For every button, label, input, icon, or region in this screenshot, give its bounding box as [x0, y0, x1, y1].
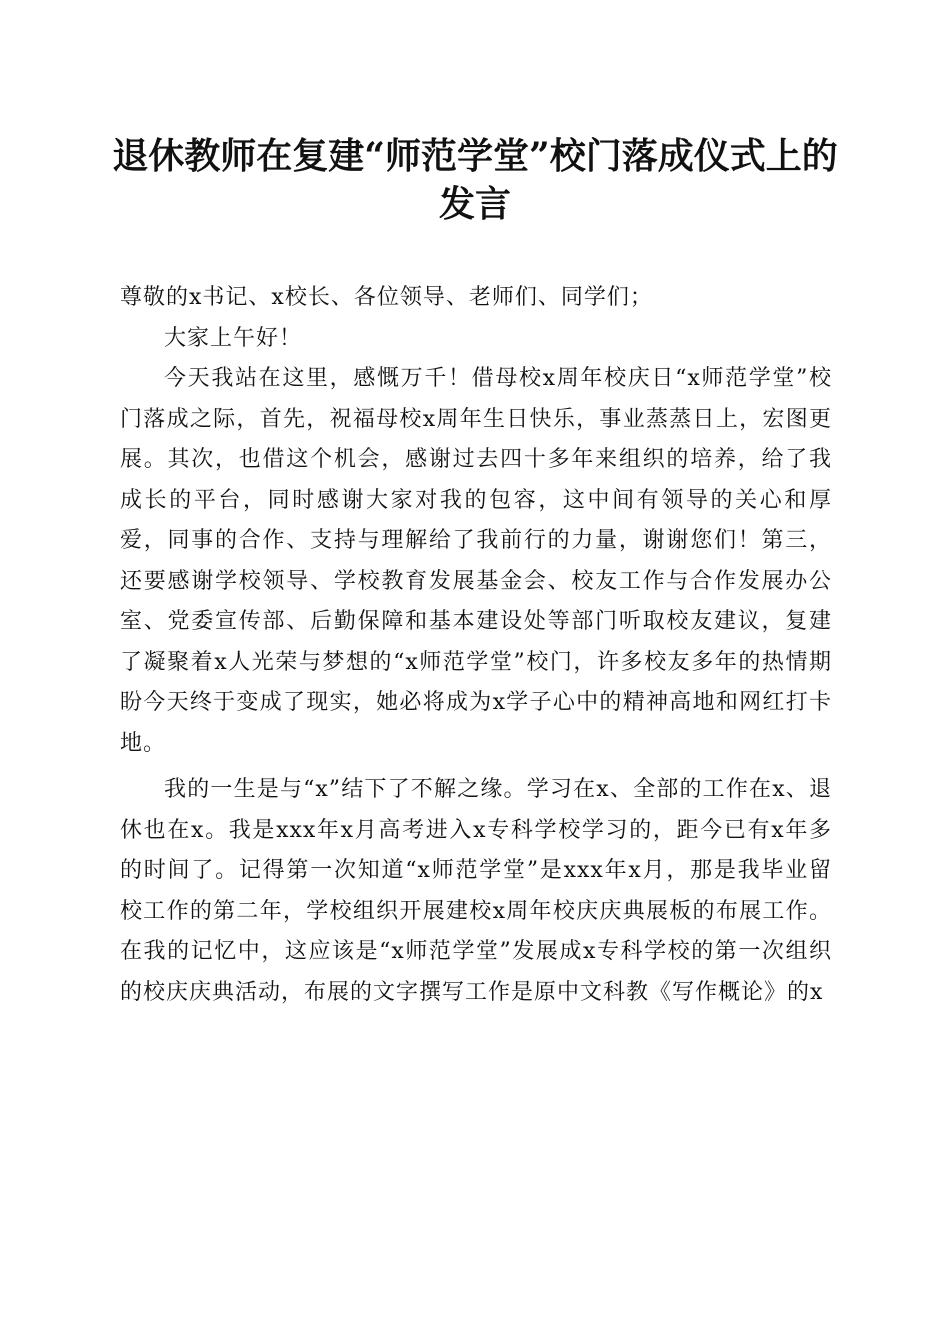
document-body: [120, 278, 832, 1013]
paragraph: 我的一生是与“x”结下了不解之缘。学习在x、全部的工作在x、退休也在x。我是xxx年x月高考进入x专科学校学习的，距今已有x年多的时间了。记得第一次知道“x师范学堂”是xxx年x月，那是我毕业留校工作的第二年，学校组织开展建校x周年校庆庆典展板的布展工作。在我的记忆中，这应该是“x师范学堂”发展成x专科学校的第一次组织的校庆庆典活动，布展的文字撰写工作是原中文科教《写作概论》的x: [120, 777, 832, 1005]
salutation: 尊敬的x书记、x校长、各位领导、老师们、同学们；: [120, 285, 653, 310]
paragraph: 今天我站在这里，感慨万千！借母校x周年校庆日“x师范学堂”校门落成之际，首先，祝福母校x周年生日快乐，事业蒸蒸日上，宏图更展。其次，也借这个机会，感谢过去四十多年来组织的培养，给了我成长的平台，同时感谢大家对我的包容，这中间有领导的关心和厚爱，同事的合作、支持与理解给了我前行的力量，谢谢您们！第三，还要感谢学校领导、学校教育发展基金会、校友工作与合作发展办公室、党委宣传部、后勤保障和基本建设处等部门听取校友建议，复建了凝聚着x人光荣与梦想的“x师范学堂”校门，许多校友多年的热情期盼今天终于变成了现实，她必将成为x学子心中的精神高地和网红打卡地。: [120, 366, 832, 756]
greeting: 大家上午好！: [164, 325, 303, 351]
document-title: 退休教师在复建“师范学堂”校门落成仪式上的发言: [112, 135, 838, 225]
